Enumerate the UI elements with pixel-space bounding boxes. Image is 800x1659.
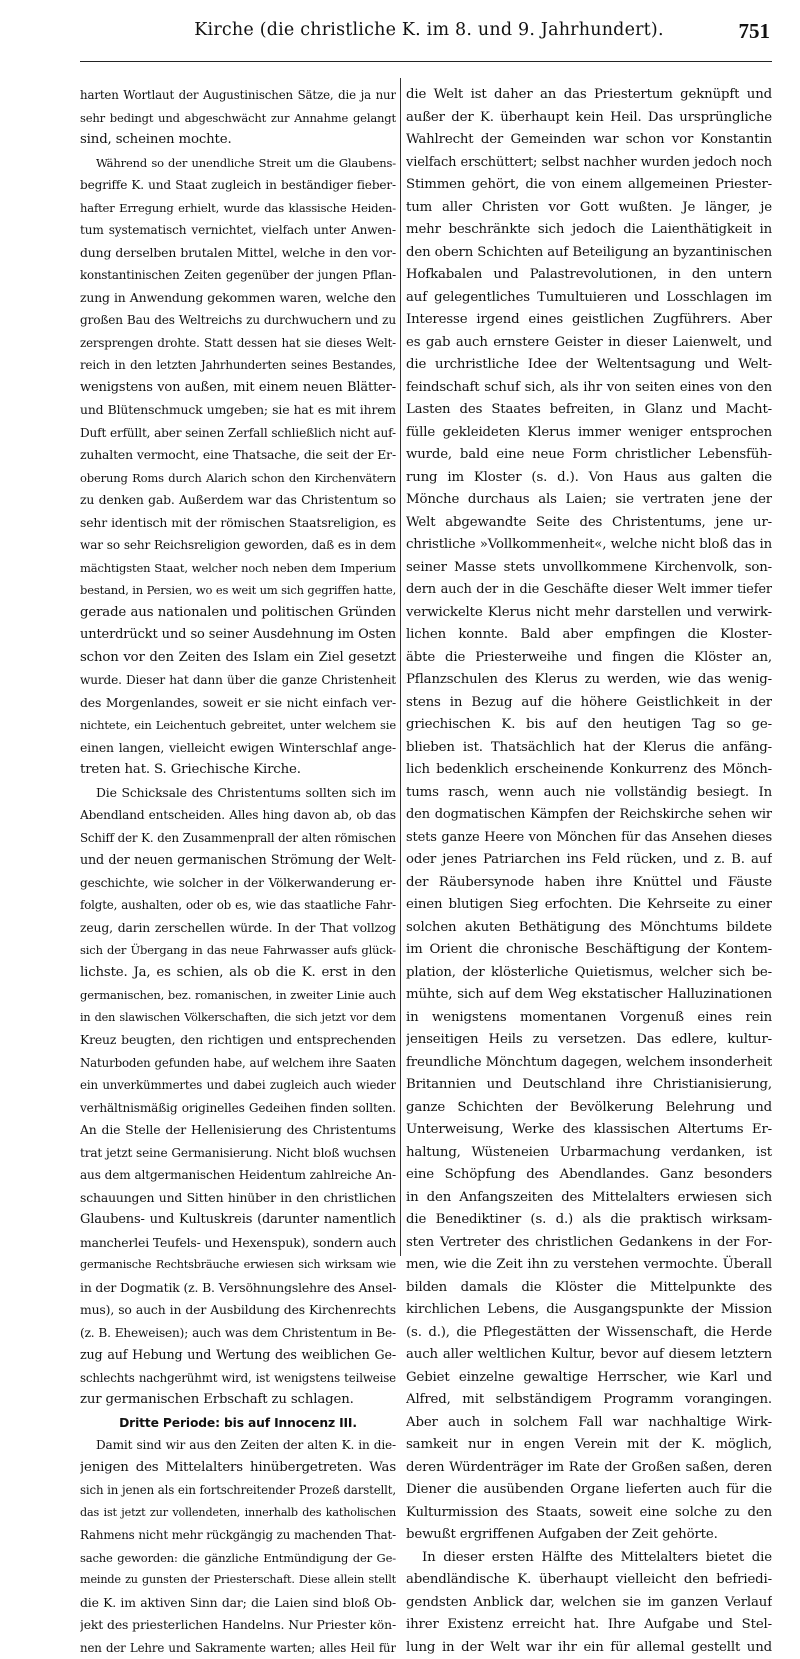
text-line: germanischen, bez. romanischen, in zweiter Linie auch [80, 984, 396, 1007]
text-line: und der neuen germanischen Strömung der Welt- [80, 849, 396, 872]
text-line: meinde zu gunsten der Priesterschaft. Diese allein stellt [80, 1569, 396, 1592]
text-line: Unterweisung, Werke des klassischen Altertums Er- [406, 1119, 772, 1142]
text-line: blieben ist. Thatsächlich hat der Klerus die anfäng- [406, 737, 772, 760]
text-line: schauungen und Sitten hinüber in den christlichen [80, 1187, 396, 1210]
text-line: das ist jetzt zur vollendeten, innerhalb des katholischen [80, 1502, 396, 1525]
text-line: stens in Bezug auf die höhere Geistlichkeit in der [406, 692, 772, 715]
text-line: Schiff der K. den Zusammenprall der alten römischen [80, 827, 396, 850]
text-line: bilden damals die Klöster die Mittelpunkte des [406, 1277, 772, 1300]
text-line: jekt des priesterlichen Handelns. Nur Priester kön- [80, 1614, 396, 1637]
text-line: zur germanischen Erbschaft zu schlagen. [80, 1389, 396, 1412]
text-line: zersprengen drohte. Statt dessen hat sie dieses Welt- [80, 332, 396, 355]
text-line: germanische Rechtsbräuche erwiesen sich wirksam wie [80, 1254, 396, 1277]
text-line: nichtete, ein Leichentuch gebreitet, unter welchem sie [80, 714, 396, 737]
text-line: haltung, Wüsteneien Urbarmachung verdanken, ist [406, 1142, 772, 1165]
left-column [80, 84, 396, 1659]
text-line: deren Würdenträger im Rate der Großen saßen, deren [406, 1457, 772, 1480]
text-line: in wenigstens momentanen Vorgenuß eines rein [406, 1007, 772, 1030]
text-line: mehr beschränkte sich jedoch die Laienthätigkeit in [406, 219, 772, 242]
running-title: Kirche (die christliche K. im 8. und 9. Jahrhundert). [88, 20, 770, 40]
text-line: die Benediktiner (s. d.) als die praktisch wirksam- [406, 1209, 772, 1232]
text-line: jenigen des Mittelalters hinübergetreten. Was [80, 1457, 396, 1480]
text-line: einen langen, vielleicht ewigen Winterschlaf ange- [80, 737, 396, 760]
text-line: sind, scheinen mochte. [80, 129, 396, 152]
text-line: Wahlrecht der Gemeinden war schon vor Konstantin [406, 129, 772, 152]
text-line: verhältnismäßig originelles Gedeihen finden sollten. [80, 1097, 396, 1120]
text-line: begriffe K. und Staat zugleich in beständiger fieber- [80, 174, 396, 197]
header-rule [80, 61, 772, 62]
text-line: außer der K. überhaupt kein Heil. Das ursprüngliche [406, 107, 772, 130]
text-line: jenseitigen Heils zu versetzen. Das edlere, kultur- [406, 1029, 772, 1052]
text-line: und Blütenschmuck umgeben; sie hat es mit ihrem [80, 399, 396, 422]
text-line: in den slawischen Völkerschaften, die sich jetzt vor dem [80, 1007, 396, 1030]
text-line: In dieser ersten Hälfte des Mittelalters bietet die [406, 1547, 772, 1570]
text-line: großen Bau des Weltreichs zu durchwuchern und zu [80, 309, 396, 332]
text-line: geschichte, wie solcher in der Völkerwanderung er- [80, 872, 396, 895]
text-line: mancherlei Teufels- und Hexenspuk), sondern auch [80, 1232, 396, 1255]
right-column [406, 84, 772, 1659]
text-line: rung im Kloster (s. d.). Von Haus aus galten die [406, 467, 772, 490]
text-line: lichen konnte. Bald aber empfingen die Kloster- [406, 624, 772, 647]
text-line: es gab auch ernstere Geister in dieser Laienwelt, und [406, 332, 772, 355]
text-line: feindschaft schuf sich, als ihr von seiten eines von den [406, 377, 772, 400]
text-line: sich in jenen als ein fortschreitender Prozeß darstellt, [80, 1479, 396, 1502]
text-line: oder jenes Patriarchen ins Feld rücken, und z. B. auf [406, 849, 772, 872]
text-line: treten hat. S. Griechische Kirche. [80, 759, 396, 782]
text-line: zung in Anwendung gekommen waren, welche den [80, 287, 396, 310]
text-line: tum aller Christen vor Gott wußten. Je länger, je [406, 197, 772, 220]
text-line: Damit sind wir aus den Zeiten der alten K. in die- [80, 1434, 396, 1457]
text-line: Lasten des Staates befreiten, in Glanz und Macht- [406, 399, 772, 422]
text-line: zeug, darin zerschellen würde. In der That vollzog [80, 917, 396, 940]
text-line: mühte, sich auf dem Weg ekstatischer Halluzinationen [406, 984, 772, 1007]
text-line: men, wie die Zeit ihn zu verstehen vermochte. Überall [406, 1254, 772, 1277]
text-line: Aber auch in solchem Fall war nachhaltige Wirk- [406, 1412, 772, 1435]
text-line: aus dem altgermanischen Heidentum zahlreiche An- [80, 1164, 396, 1187]
text-line: tum systematisch vernichtet, vielfach unter Anwen- [80, 219, 396, 242]
text-line: bestand, in Persien, wo es weit um sich gegriffen hatte, [80, 579, 396, 602]
text-line: mus), so auch in der Ausbildung des Kirchenrechts [80, 1299, 396, 1322]
text-line: war so sehr Reichsreligion geworden, daß es in dem [80, 534, 396, 557]
text-line: freundliche Mönchtum dagegen, welchem insonderheit [406, 1052, 772, 1075]
text-line: vielfach erschüttert; selbst nachher wurden jedoch noch [406, 152, 772, 175]
text-line: ganze Schichten der Bevölkerung Belehrung und [406, 1097, 772, 1120]
text-line: Kreuz beugten, den richtigen und entsprechenden [80, 1029, 396, 1052]
text-line: zu denken gab. Außerdem war das Christentum so [80, 489, 396, 512]
text-line: schlechts nachgerühmt wird, ist wenigstens teilweise [80, 1367, 396, 1390]
text-line: die Welt ist daher an das Priestertum geknüpft und [406, 84, 772, 107]
text-line: gendsten Anblick dar, welchen sie im ganzen Verlauf [406, 1592, 772, 1615]
text-line: fülle gekleideten Klerus immer weniger entsprochen [406, 422, 772, 445]
text-line: christliche »Vollkommenheit«, welche nicht bloß das in [406, 534, 772, 557]
text-line: kirchlichen Lebens, die Ausgangspunkte der Mission [406, 1299, 772, 1322]
text-line: in der Dogmatik (z. B. Versöhnungslehre des Ansel- [80, 1277, 396, 1300]
text-line: unterdrückt und so seiner Ausdehnung im Osten [80, 624, 396, 647]
text-line: harten Wortlaut der Augustinischen Sätze, die ja nur [80, 84, 396, 107]
text-line: lung in der Welt war ihr ein für allemal gestellt und [406, 1637, 772, 1659]
text-line: Kulturmission des Staats, soweit eine solche zu den [406, 1502, 772, 1525]
text-line: folgte, aushalten, oder ob es, wie das staatliche Fahr- [80, 894, 396, 917]
text-line: (z. B. Eheweisen); auch was dem Christentum in Be- [80, 1322, 396, 1345]
text-line: Glaubens- und Kultuskreis (darunter namentlich [80, 1209, 396, 1232]
text-line: Stimmen gehört, die von einem allgemeinen Priester- [406, 174, 772, 197]
text-line: den dogmatischen Kämpfen der Reichskirche sehen wir [406, 804, 772, 827]
text-line: seiner Masse stets unvollkommene Kirchenvolk, son- [406, 557, 772, 580]
text-line: zuhalten vermocht, eine Thatsache, die seit der Er- [80, 444, 396, 467]
text-line: Gebiet einzelne gewaltige Herrscher, wie Karl und [406, 1367, 772, 1390]
text-line: wurde. Dieser hat dann über die ganze Christenheit [80, 669, 396, 692]
text-line: sache geworden: die gänzliche Entmündigung der Ge- [80, 1547, 396, 1570]
text-line: An die Stelle der Hellenisierung des Christentums [80, 1119, 396, 1142]
text-line: sehr identisch mit der römischen Staatsreligion, es [80, 512, 396, 535]
text-line: lich bedenklich erscheinende Konkurrenz des Mönch- [406, 759, 772, 782]
text-line: Welt abgewandte Seite des Christentums, jene ur- [406, 512, 772, 535]
column-divider [400, 78, 401, 1256]
text-line: auch aller weltlichen Kultur, bevor auf diesem letztern [406, 1344, 772, 1367]
text-line: gerade aus nationalen und politischen Gründen [80, 602, 396, 625]
text-line: des Morgenlandes, soweit er sie nicht einfach ver- [80, 692, 396, 715]
text-line: solchen akuten Bethätigung des Mönchtums bildete [406, 917, 772, 940]
text-line: Britannien und Deutschland ihre Christianisierung, [406, 1074, 772, 1097]
text-line: ihrer Existenz erreicht hat. Ihre Aufgabe und Stel- [406, 1614, 772, 1637]
text-line: Duft erfüllt, aber seinen Zerfall schließlich nicht auf- [80, 422, 396, 445]
text-line: der Räubersynode haben ihre Knüttel und Fäuste [406, 872, 772, 895]
text-line: einen blutigen Sieg erfochten. Die Kehrseite zu einer [406, 894, 772, 917]
text-line: sten Vertreter des christlichen Gedankens in der For- [406, 1232, 772, 1255]
text-line: nen der Lehre und Sakramente warten; alles Heil für [80, 1637, 396, 1659]
text-line: die K. im aktiven Sinn dar; die Laien sind bloß Ob- [80, 1592, 396, 1615]
text-line: den obern Schichten auf Beteiligung an byzantinischen [406, 242, 772, 265]
section-heading: Dritte Periode: bis auf Innocenz III. [80, 1412, 396, 1435]
text-line: plation, der klösterliche Quietismus, welcher sich be- [406, 962, 772, 985]
text-line: sehr bedingt und abgeschwächt zur Annahme gelangt [80, 107, 396, 130]
text-line: Rahmens nicht mehr rückgängig zu machenden That- [80, 1524, 396, 1547]
text-line: Während so der unendliche Streit um die Glaubens- [80, 152, 396, 175]
text-line: Hofkabalen und Palastrevolutionen, in den untern [406, 264, 772, 287]
text-line: konstantinischen Zeiten gegenüber der jungen Pflan- [80, 264, 396, 287]
text-line: hafter Erregung erhielt, wurde das klassische Heiden- [80, 197, 396, 220]
text-line: zug auf Hebung und Wertung des weiblichen Ge- [80, 1344, 396, 1367]
text-line: in den Anfangszeiten des Mittelalters erwiesen sich [406, 1187, 772, 1210]
text-line: Naturboden gefunden habe, auf welchem ihre Saaten [80, 1052, 396, 1075]
text-line: stets ganze Heere von Mönchen für das Ansehen dieses [406, 827, 772, 850]
text-line: eine Schöpfung des Abendlandes. Ganz besonders [406, 1164, 772, 1187]
text-line: trat jetzt seine Germanisierung. Nicht bloß wuchsen [80, 1142, 396, 1165]
text-line: tums rasch, wenn auch nie vollständig besiegt. In [406, 782, 772, 805]
text-line: griechischen K. bis auf den heutigen Tag so ge- [406, 714, 772, 737]
text-line: äbte die Priesterweihe und fingen die Klöster an, [406, 647, 772, 670]
text-line: schon vor den Zeiten des Islam ein Ziel gesetzt [80, 647, 396, 670]
page-header [88, 20, 770, 50]
text-line: lichste. Ja, es schien, als ob die K. erst in den [80, 962, 396, 985]
text-line: reich in den letzten Jahrhunderten seines Bestandes, [80, 354, 396, 377]
text-line: Pflanzschulen des Klerus zu werden, wie das wenig- [406, 669, 772, 692]
text-line: die urchristliche Idee der Weltentsagung und Welt- [406, 354, 772, 377]
text-line: (s. d.), die Pflegestätten der Wissenschaft, die Herde [406, 1322, 772, 1345]
text-line: bewußt ergriffenen Aufgaben der Zeit gehörte. [406, 1524, 772, 1547]
text-line: wurde, bald eine neue Form christlicher Lebensfüh- [406, 444, 772, 467]
text-line: sich der Übergang in das neue Fahrwasser aufs glück- [80, 939, 396, 962]
text-line: samkeit nur in engen Verein mit der K. möglich, [406, 1434, 772, 1457]
text-line: Alfred, mit selbständigem Programm vorangingen. [406, 1389, 772, 1412]
page-number: 751 [739, 19, 771, 44]
text-line: oberung Roms durch Alarich schon den Kirchenvätern [80, 467, 396, 490]
text-line: im Orient die chronische Beschäftigung der Kontem- [406, 939, 772, 962]
text-line: Die Schicksale des Christentums sollten sich im [80, 782, 396, 805]
text-line: verwickelte Klerus nicht mehr darstellen und verwirk- [406, 602, 772, 625]
text-line: mächtigsten Staat, welcher noch neben dem Imperium [80, 557, 396, 580]
text-line: auf gelegentliches Tumultuieren und Losschlagen im [406, 287, 772, 310]
text-line: dung derselben brutalen Mittel, welche in den vor- [80, 242, 396, 265]
text-line: ein unverkümmertes und dabei zugleich auch wieder [80, 1074, 396, 1097]
text-line: abendländische K. überhaupt vielleicht den befriedi- [406, 1569, 772, 1592]
text-line: Diener die ausübenden Organe lieferten auch für die [406, 1479, 772, 1502]
text-line: Mönche durchaus als Laien; sie vertraten jene der [406, 489, 772, 512]
text-line: Abendland entscheiden. Alles hing davon ab, ob das [80, 804, 396, 827]
text-line: Interesse irgend eines geistlichen Zugführers. Aber [406, 309, 772, 332]
text-line: dern auch der in die Geschäfte dieser Welt immer tiefer [406, 579, 772, 602]
text-line: wenigstens von außen, mit einem neuen Blätter- [80, 377, 396, 400]
